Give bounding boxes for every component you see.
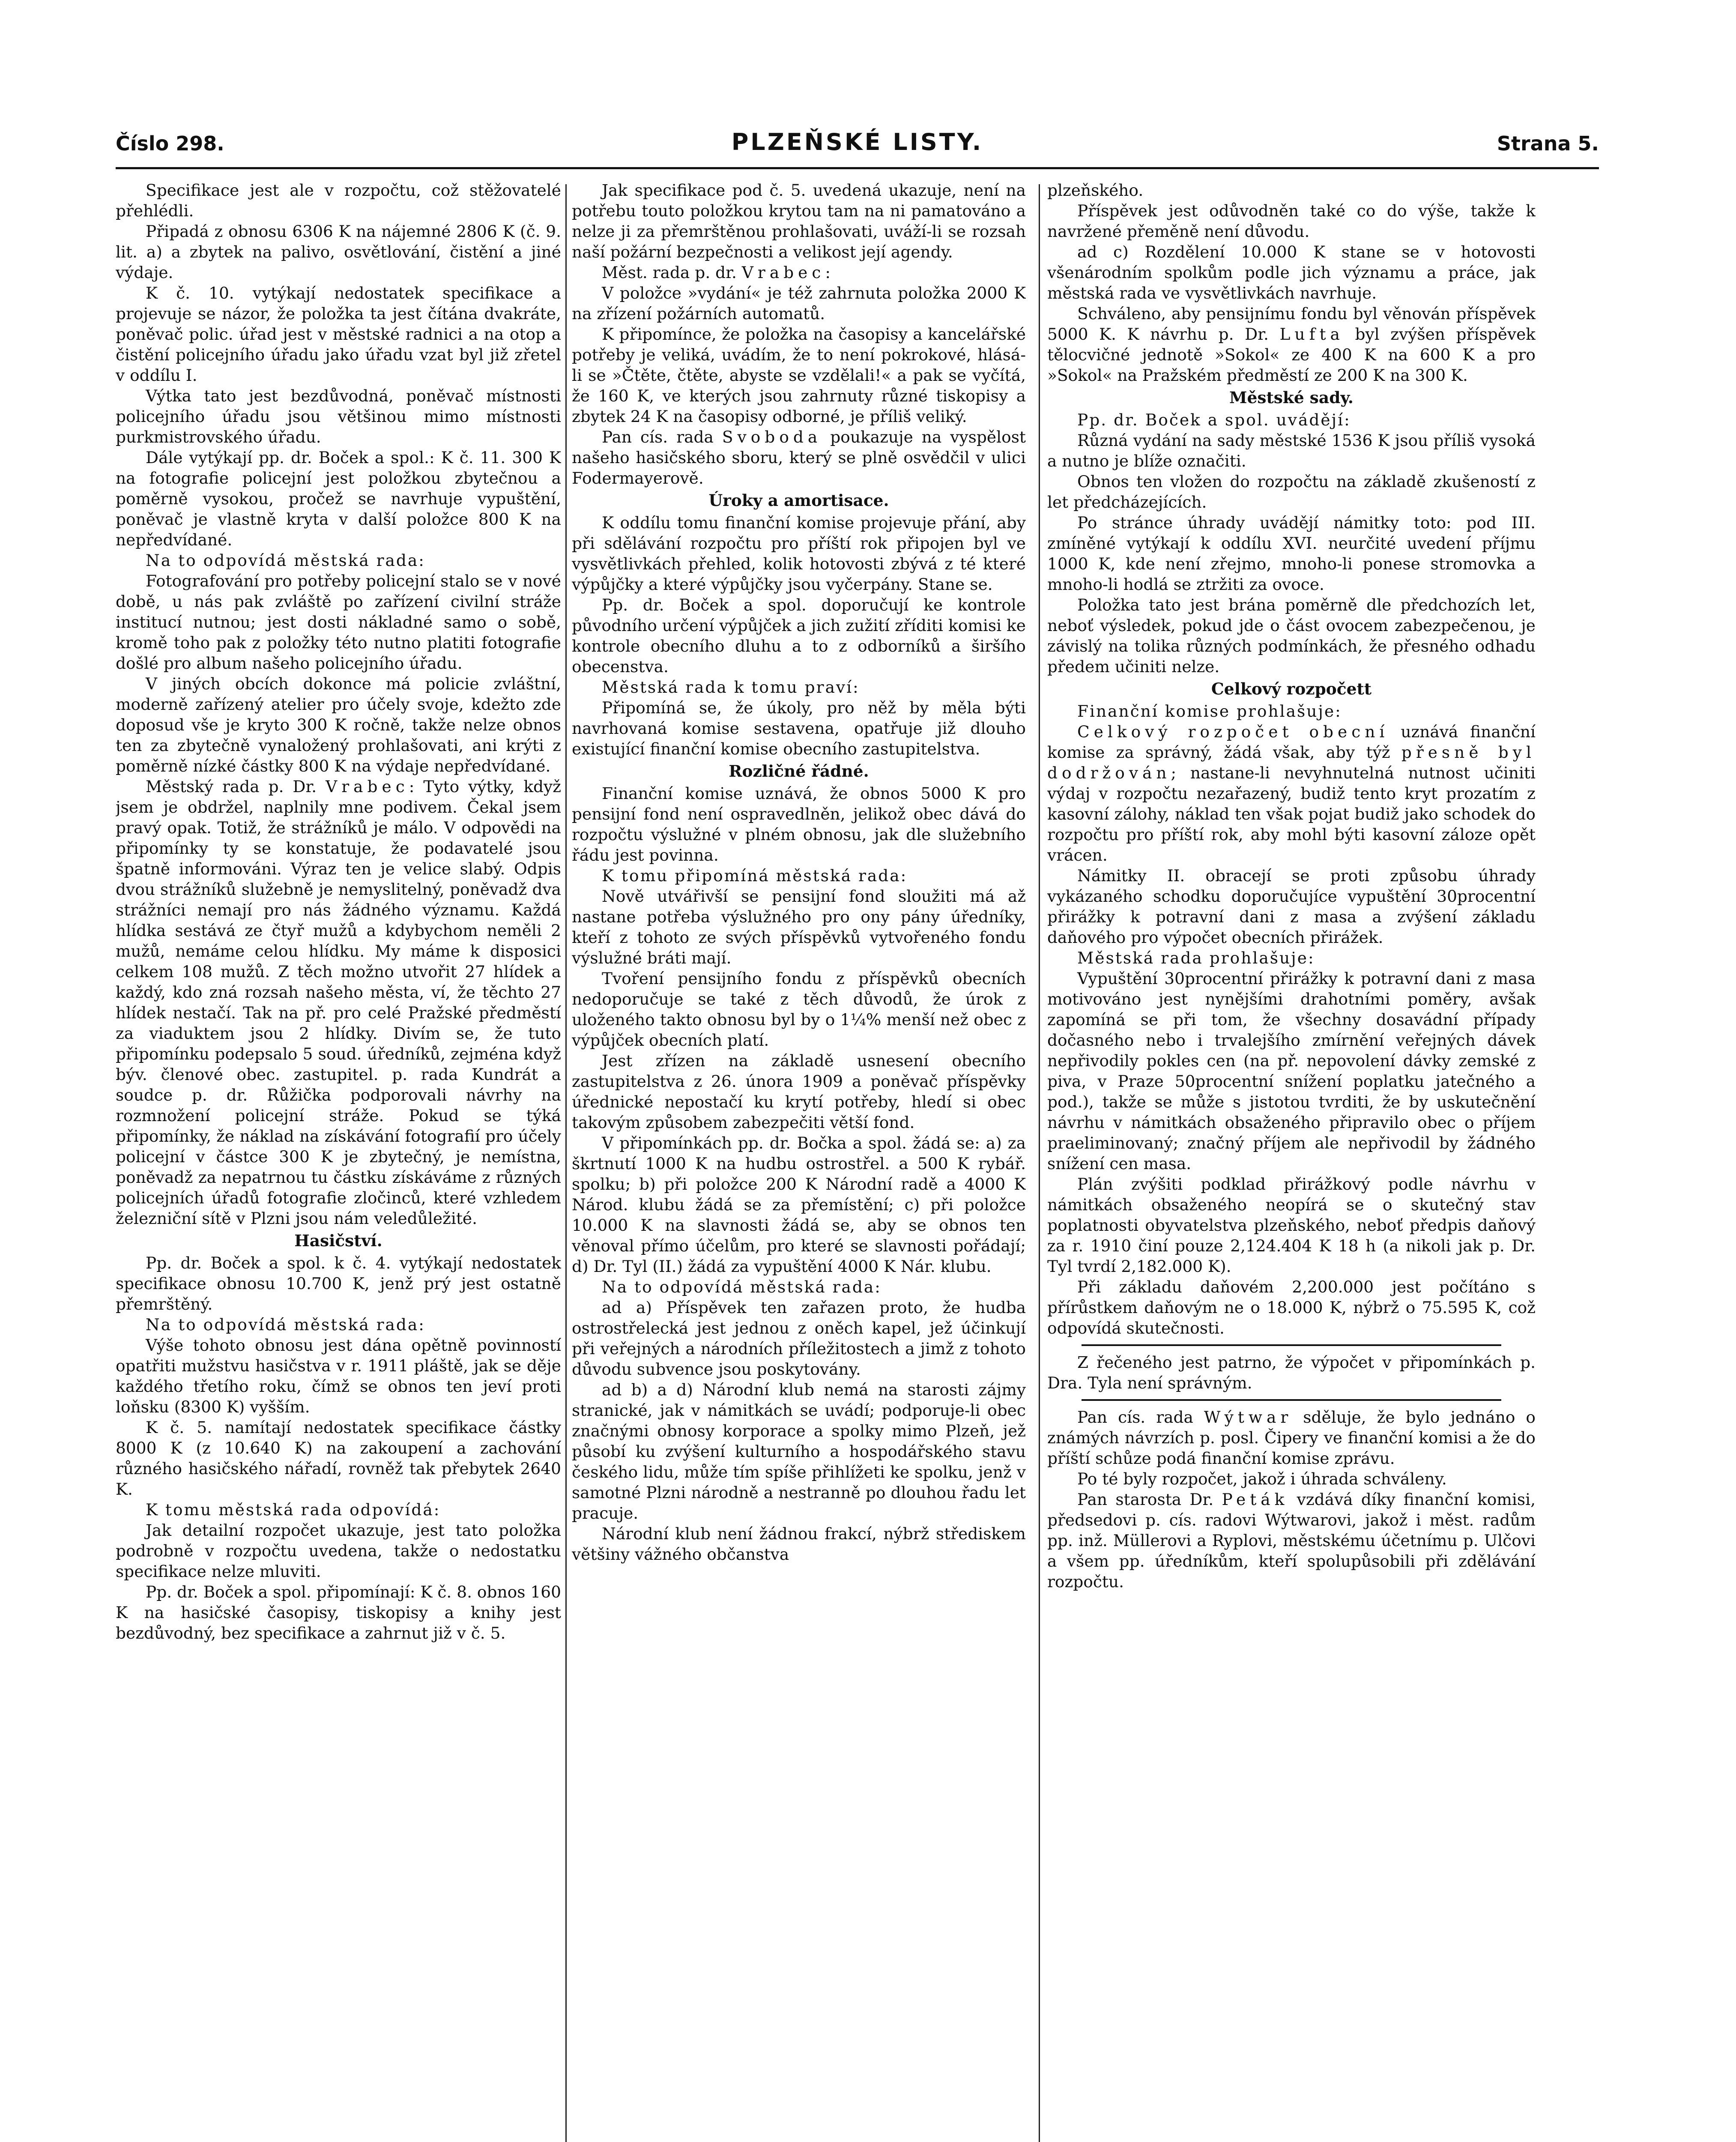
- newspaper-title: PLZEŇSKÉ LISTY.: [731, 129, 983, 156]
- paragraph: ad a) Příspěvek ten zařazen proto, že hudba ostrostřelecká jest jednou z oněch kapel, jež účinkují při veřejných a národních příležitostech a jimž z tohoto důvodu subvence jsou poskytovány.: [572, 1298, 1026, 1379]
- paragraph: Po stránce úhrady uvádějí námitky toto: pod III. zmíněné vytýkají k oddílu XVI. neurčité uvedení příjmu 1000 K, kde není zřejmo, mnoho-li ponese stromovka a mnoho-li hodlá se ztržiti za ovoce.: [1047, 513, 1536, 594]
- paragraph: Vypuštění 30procentní přirážky k potravní dani z masa motivováno jest nynějšími drahotními poměry, avšak zapomíná se při tom, že všechny dosavádní případy dočasného nebo i trvalejšího zmírnění veřejných dávek nepřivodily pokles cen (na př. nepovolení dávky zemské z piva, v Praze 50procentní snížení poplatku jatečného a pod.), takže se může s jistotou tvrditi, že by uskutečnění návrhu v námitkách obsaženého připravilo obec o příjem praeliminovaný; značný příjem ale nepřivodil by žádného snížení cen masa.: [1047, 969, 1536, 1173]
- paragraph: Po té byly rozpočet, jakož i úhrada schváleny.: [1077, 1469, 1447, 1488]
- column-1: [116, 180, 561, 2142]
- emphasis: Celkový rozpočet obecní: [1077, 722, 1389, 741]
- text-run: ; nastane-li nevyhnutelná nutnost učiniti výdaj v rozpočtu nezařazený, budiž tento kryt prozatím z kasovní zálohy, náklad ten však pojat budiž jako schodek do rozpočtu pro příští rok, aby mohl býti kasovní záloze opět vrácen.: [1047, 763, 1536, 865]
- paragraph: Městská rada prohlašuje:: [1077, 948, 1315, 967]
- section-divider: [1082, 1399, 1501, 1401]
- paragraph: Specifikace jest ale v rozpočtu, což stěžovatelé přehlédli.: [116, 181, 561, 220]
- paragraph: Pp. dr. Boček a spol. k č. 4. vytýkají nedostatek specifikace obnosu 10.700 K, jenž prý jest ostatně přemrštěný.: [116, 1253, 561, 1313]
- paragraph: K tomu městská rada odpovídá:: [146, 1500, 441, 1519]
- paragraph: Různá vydání na sady městské 1536 K jsou příliš vysoká a nutno je blíže označiti.: [1047, 431, 1536, 470]
- column-divider: [565, 184, 567, 2142]
- paragraph: Nově utvářivší se pensijní fond sloužiti má až nastane potřeba výslužného pro ony pány úředníky, kteří z tohoto ze svých příspěvků vytvořeného fondu výslužné bráti mají.: [572, 887, 1026, 967]
- paragraph: Výtka tato jest bezdůvodná, poněvač místnosti policejního úřadu jsou většinou mimo místnosti purkmistrovského úřadu.: [116, 386, 561, 446]
- paragraph: Jak specifikace pod č. 5. uvedená ukazuje, není na potřebu touto položkou krytou tam na ni pamatováno a nelze ji za přemrštěnou prohlašovati, uváží-li se rozsah naší požární bezpečnosti a velikost její agendy.: [572, 181, 1026, 261]
- paragraph: [572, 262, 1026, 283]
- paragraph: Finanční komise prohlašuje:: [1077, 702, 1342, 721]
- paragraph: Pp. dr. Boček a spol. uvádějí:: [1077, 410, 1351, 429]
- paragraph: K připomínce, že položka na časopisy a kancelářské potřeby je veliká, uvádím, že to není pokrokové, hlásá-li se »Čtěte, čtěte, abyste se vzdělali!« a pak se vyčítá, že 160 K, ve kterých jsou zahrnuty různé tiskopisy a zbytek 24 K na časopisy odborné, je příliš veliký.: [572, 325, 1026, 426]
- paragraph: K č. 5. namítají nedostatek specifikace částky 8000 K (z 10.640 K) na zakoupení a zachování různého hasičského nářadí, rovněž tak přebytek 2640 K.: [116, 1418, 561, 1499]
- paragraph: Položka tato jest brána poměrně dle předchozích let, neboť výsledek, pokud jde o část ovocem zabezpečenou, je závislý na tolika různých podmínkách, že přesného odhadu předem učiniti nelze.: [1047, 595, 1536, 676]
- paragraph: K č. 10. vytýkají nedostatek specifikace a projevuje se názor, že položka ta jest čítána dvakráte, poněvač polic. úřad jest v městské radnici a na otop a čistění policejního úřadu jako úřadu vzat byl již zřetel v oddílu I.: [116, 284, 561, 385]
- paragraph: K oddílu tomu finanční komise projevuje přání, aby při sdělávání rozpočtu pro příští rok připojen byl ve vysvětlivkách přehled, kolik hotovosti zbývá z té které výpůjčky a které výpůjčky jsou vyčerpány. Stane se.: [572, 513, 1026, 594]
- section-heading: Celkový rozpočett: [1211, 679, 1372, 698]
- page-number: Strana 5.: [1497, 132, 1599, 155]
- paragraph: K tomu připomíná městská rada:: [602, 866, 908, 885]
- header-rule: [116, 167, 1599, 169]
- paragraph: Na to odpovídá městská rada:: [146, 1315, 425, 1334]
- section-heading: Rozličné řádné.: [729, 762, 869, 781]
- paragraph: V jiných obcích dokonce má policie zvláštní, moderně zařízený atelier pro účely svoje, kdežto zde doposud vše je kryto 300 K ročně, takže nelze obnos ten za zbytečně vynaložený prohlašovati, ani krýti z poměrně nízké částky 800 K na výdaje nepředvídané.: [116, 674, 561, 775]
- text-run: vzdává díky finanční komisi, předsedovi p. cís. radovi Wýtwarovi, jakož i měst. radům pp. inž. Müllerovi a Ryplovi, městskému účetnímu p. Ulčovi a všem pp. úředníkům, kteří spolupůsobili při zdělávání rozpočtu.: [1047, 1490, 1536, 1591]
- speaker-name: Peták: [1222, 1490, 1289, 1509]
- paragraph: plzeňského.: [1047, 181, 1144, 200]
- paragraph: Příspěvek jest odůvodněn také co do výše, takže k navržené přeměně není důvodu.: [1047, 201, 1536, 241]
- paragraph: Obnos ten vložen do rozpočtu na základě zkušeností z let předcházejících.: [1047, 472, 1536, 512]
- text-run: : Tyto výtky, když jsem je obdržel, naplnily mne podivem. Čekal jsem pravý opak. Totiž, že strážníků je málo. V odpovědi na připomínky ty se konstatuje, že podavatelé jsou špatně informováni. Výraz ten je velice slabý. Odpis dvou strážníků služebně je nemyslitelný, poněvadž dva strážníci nemají pro nás žádného významu. Každá hlídka sestává ze čtyř mužů a kdybychom neměli 2 mužů, nemáme celou hlídku. My máme k disposici celkem 108 mužů. Z těch možno utvořit 27 hlídek a každý, kdo zná rozsah našeho města, ví, že těchto 27 hlídek nestačí. Tak na př. pro celé Pražské předměstí za viaduktem jsou 2 hlídky. Divím se, že tuto připomínku podepsalo 5 soud. úředníků, zejména když býv. členové obec. zastupitel. p. rada Kundrát a soudce p. dr. Růžička podporovali návrhy na rozmnožení policejní stráže. Pokud se týká připomínky, že náklad na získávání fotografií pro účely policejní v částce 300 K je zbytečný, je nemístna, poněvadž za nepatrnou tu částku získáváme z různých policejních úřadů fotografie zločinců, které vzhledem železniční sítě v Plzni jsou nám veledůležité.: [116, 777, 561, 1228]
- text-run: Pan cís. rada: [1077, 1408, 1193, 1427]
- text-run: Pan starosta Dr.: [1077, 1490, 1214, 1509]
- paragraph: Pp. dr. Boček a spol. doporučují ke kontrole původního určení výpůjček a jich zužití zříditi komisi ke kontrole obecního dluhu a to z odborníků a širšího obecenstva.: [572, 595, 1026, 676]
- issue-number: Číslo 298.: [116, 132, 224, 155]
- paragraph: [572, 427, 1026, 488]
- section-divider: [1082, 1344, 1501, 1346]
- column-divider: [1039, 184, 1040, 2142]
- text-run: :: [825, 263, 831, 282]
- paragraph: ad b) a d) Národní klub nemá na starosti zájmy stranické, jak v námitkách se uvádí; podporuje-li obec značnými obnosy korporace a spolky mimo Plzeň, jež působí ku zvýšení kulturního a hospodářského stavu českého lidu, může tím spíše přihlížeti ke spolku, jenž v samotné Plzni národně a nestranně po dlouhou řadu let pracuje.: [572, 1380, 1026, 1523]
- paragraph: Dále vytýkají pp. dr. Boček a spol.: K č. 11. 300 K na fotografie policejní jest položkou zbytečnou a poměrně vysokou, pročež se navrhuje vypuštění, poněvač je vlastně kryta v další položce 800 K na nepředvídané.: [116, 448, 561, 549]
- speaker-name: Wýtwar: [1204, 1408, 1293, 1427]
- text-run: poukazuje na vyspělost našeho hasičského sboru, který se plně osvědčil v ulici Fodermayerově.: [572, 428, 1026, 488]
- paragraph: [1047, 721, 1536, 865]
- column-2: [572, 180, 1026, 2142]
- paragraph: V připomínkách pp. dr. Bočka a spol. žádá se: a) za škrtnutí 1000 K na hudbu ostrostřel. a 500 K rybář. spolku; b) při položce 200 K Národní radě a 4000 K Národ. klubu žádá se za přemístění; c) při položce 10.000 K na slavnosti žádá se, aby se obnos ten věnoval přímo účelům, pro které se slavnosti pořádají; d) Dr. Tyl (II.) žádá za vypuštění 4000 K Nár. klubu.: [572, 1134, 1026, 1276]
- speaker-name: Lufta: [1279, 325, 1344, 344]
- paragraph: [1047, 303, 1536, 386]
- text-run: uznává finanční komise za správný, žádá však, aby týž: [1047, 722, 1536, 762]
- paragraph: Připadá z obnosu 6306 K na nájemné 2806 K (č. 9. lit. a) a zbytek na palivo, osvětlování, čistění a jiné výdaje.: [116, 222, 561, 282]
- paragraph: [1047, 1489, 1536, 1592]
- paragraph: ad c) Rozdělení 10.000 K stane se v hotovosti všenárodním spolkům podle jich významu a práce, jak městská rada ve vysvětlivkách navrhuje.: [1047, 242, 1536, 302]
- page-header: [116, 124, 1599, 163]
- column-3: [1047, 180, 1536, 2142]
- section-heading: Hasičství.: [294, 1231, 382, 1250]
- paragraph: Námitky II. obracejí se proti způsobu úhrady vykázaného schodku doporučujíce vypuštění 30procentní přirážky k potravní dani z masa a zvýšení základu daňového pro výpočet obecních přirážek.: [1047, 866, 1536, 947]
- text-run: byl zvýšen příspěvek tělocvičné jednotě »Sokol« ze 400 K na 600 K a pro »Sokol« na Pražském předměstí ze 200 K na 300 K.: [1047, 325, 1536, 385]
- section-heading: Úroky a amortisace.: [708, 491, 889, 510]
- paragraph: Z řečeného jest patrno, že výpočet v připomínkách p. Dra. Tyla není správným.: [1047, 1353, 1536, 1392]
- speaker-name: Svoboda: [722, 428, 822, 446]
- paragraph: [116, 776, 561, 1229]
- paragraph: Finanční komise uznává, že obnos 5000 K pro pensijní fond není ospravedlněn, jelikož obec dává do rozpočtu výslužné v plném obnosu, jak dle služebního řádu jest povinna.: [572, 784, 1026, 865]
- paragraph: Na to odpovídá městská rada:: [602, 1277, 881, 1296]
- speaker-name: Vrabec: [326, 777, 409, 796]
- paragraph: Národní klub není žádnou frakcí, nýbrž střediskem většiny vážného občanstva: [572, 1524, 1026, 1564]
- paragraph: Tvoření pensijního fondu z příspěvků obecních nedoporučuje se také z těch důvodů, že úrok z uloženého takto obnosu byl by o 1¼% menší než obec z výpůjček obecních platí.: [572, 969, 1026, 1050]
- paragraph: Při základu daňovém 2,200.000 jest počítáno s přírůstkem daňovým ne o 18.000 K, nýbrž o 75.595 K, což odpovídá skutečnosti.: [1047, 1277, 1536, 1337]
- paragraph: Městská rada k tomu praví:: [602, 678, 860, 697]
- text-run: Městský rada p. Dr.: [146, 777, 317, 796]
- paragraph: Na to odpovídá městská rada:: [146, 551, 425, 570]
- paragraph: Jak detailní rozpočet ukazuje, jest tato položka podrobně v rozpočtu uvedena, takže o nedostatku specifikace nelze mluviti.: [116, 1521, 561, 1581]
- text-run: Pan cís. rada: [602, 428, 714, 446]
- paragraph: V položce »vydání« je též zahrnuta položka 2000 K na zřízení požárních automatů.: [572, 284, 1026, 323]
- paragraph: Fotografování pro potřeby policejní stalo se v nové době, u nás pak zvláště po zařízení civilní stráže institucí nutnou; jest dosti nákladné samo o sobě, kromě toho pak z položky této nutno platiti fotografie došlé pro album našeho policejního úřadu.: [116, 571, 561, 673]
- paragraph: Pp. dr. Boček a spol. připomínají: K č. 8. obnos 160 K na hasičské časopisy, tiskopisy a knihy jest bezdůvodný, bez specifikace a zahrnut již v č. 5.: [116, 1583, 561, 1642]
- speaker-name: Vrabec: [741, 263, 825, 282]
- text-run: sděluje, že bylo jednáno o známých návrzích p. posl. Čipery ve finanční komisi a že do příští schůze podá finanční komise zprávu.: [1047, 1408, 1536, 1468]
- text-run: Schváleno, aby pensijnímu fondu byl věnován příspěvek 5000 K. K návrhu p. Dr.: [1047, 304, 1536, 344]
- paragraph: Výše tohoto obnosu jest dána opětně povinností opatřiti mužstvu hasičstva v r. 1911 pláště, jak se děje každého třetího roku, čímž se obnos ten jeví proti loňsku (8300 K) vyšším.: [116, 1336, 561, 1416]
- paragraph: Jest zřízen na základě usnesení obecního zastupitelstva z 26. února 1909 a poněvač příspěvky úřednické nepostačí ku krytí potřeby, hledí si obec takovým způsobem zabezpečiti větší fond.: [572, 1051, 1026, 1132]
- emphasis: přesně byl dodržován: [1047, 743, 1536, 782]
- section-heading: Městské sady.: [1229, 388, 1354, 407]
- text-run: Měst. rada p. dr.: [602, 263, 737, 282]
- paragraph: Plán zvýšiti podklad přirážkový podle návrhu v námitkách obsaženého neopírá se o skutečný stav poplatnosti obyvatelstva plzeňského, neboť předpis daňový za r. 1910 činí pouze 2,124.404 K 18 h (a nikoli jak p. Dr. Tyl tvrdí 2,182.000 K).: [1047, 1175, 1536, 1276]
- paragraph: Připomíná se, že úkoly, pro něž by měla býti navrhovaná komise sestavena, opatřuje již dlouho existující finanční komise obecního zastupitelstva.: [572, 698, 1026, 758]
- paragraph: [1047, 1407, 1536, 1469]
